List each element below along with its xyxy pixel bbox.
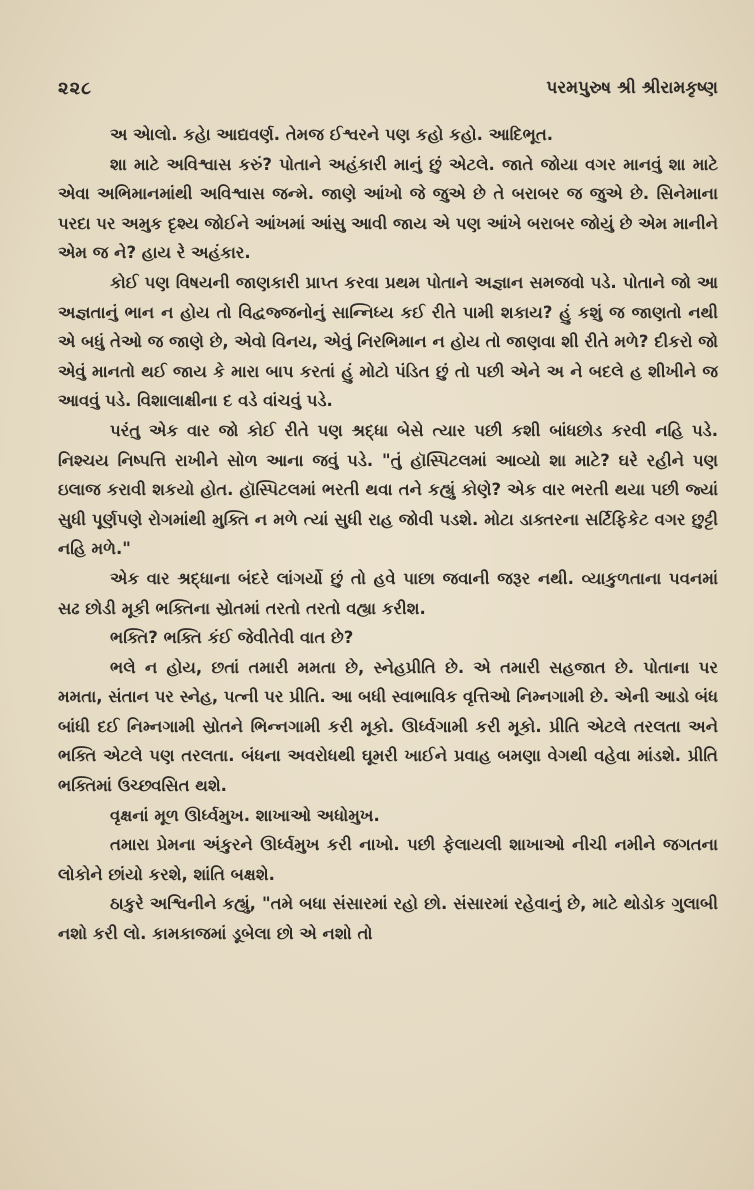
paragraph-5: એક વાર શ્રદ્ધાના બંદરે લાંગર્યો છું તો હવે પાછા જવાની જરૂર નથી. વ્યાકુળતાના પવનમાં સઢ છોડી મૂકી ભક્તિના સ્રોતમાં તરતો તરતો વહ્યા કરીશ.: [58, 568, 718, 618]
paragraph-2: શા માટે અવિશ્વાસ કરું? પોતાને અહંકારી માનું છું એટલે. જાતે જોયા વગર માનવું શા માટે એવા અભિમાનમાંથી અવિશ્વાસ જન્મે. જાણે આંખો જે જુએ છે તે બરાબર જ જુએ છે. સિનેમાના પરદા પર અમુક દૃશ્ય જોઈને આંખમાં આંસુ આવી જાય એ પણ આંખે બરાબર જોયું છે એમ માનીને એમ જ ને? હાય રે અહંકાર.: [58, 154, 718, 263]
paragraph-10: ઠાકુરે અશ્વિનીને કહ્યું, "તમે બધા સંસારમાં રહો છો. સંસારમાં રહેવાનું છે, માટે થોડોક ગુલાબી નશો કરી લો. કામકાજમાં ડૂબેલા છો એ નશો તો: [58, 894, 718, 944]
paragraph-9: તમારા પ્રેમના અંકુરને ઊર્ધ્વમુખ કરી નાખો. પછી ફેલાયલી શાખાઓ નીચી નમીને જગતના લોકોને છાંયો કરશે, શાંતિ બક્ષશે.: [58, 835, 718, 884]
paragraph-3: કોઈ પણ વિષયની જાણકારી પ્રાપ્ત કરવા પ્રથમ પોતાને અજ્ઞાન સમજવો પડે. પોતાને જો આ અજ્ઞતાનું ભાન ન હોય તો વિદ્વજ્જનોનું સાન્નિધ્ય કઈ રીતે પામી શકાય? હું કશું જ જાણતો નથી એ બધું તેઓ જ જાણે છે, એવો વિનય, એવું નિરભિમાન ન હોય તો જાણવા શી રીતે મળે? દીકરો જો એવું માનતો થઈ જાય કે મારા બાપ કરતાં હું મોટો પંડિત છું તો પછી એને અ ને બદલે હ શીખીને જ આવવું પડે. વિશાલાક્ષીના દ વડે વાંચવું પડે.: [58, 272, 718, 411]
page-header: [58, 78, 718, 106]
page-number: ૨૨૮: [58, 78, 93, 99]
paragraph-8: વૃક્ષનાં મૂળ ઊર્ધ્વમુખ. શાખાઓ અધોમુખ.: [110, 805, 380, 825]
paragraph-4: પરંતુ એક વાર જો કોઈ રીતે પણ શ્રદ્ધા બેસે ત્યાર પછી કશી બાંધછોડ કરવી નહિ પડે. નિશ્ચય નિષ્પત્તિ રાખીને સોળ આના જવું પડે. "તું હૉસ્પિટલમાં આવ્યો શા માટે? ઘરે રહીને પણ ઇલાજ કરાવી શકયો હોત. હૉસ્પિટલમાં ભરતી થવા તને કહ્યું કોણે? એક વાર ભરતી થયા પછી જ્યાં સુધી પૂર્ણપણે રોગમાંથી મુક્તિ ન મળે ત્યાં સુધી રાહ જોવી પડશે. મોટા ડાક્તરના સર્ટિફિકેટ વગર છુટ્ટી નહિ મળે.": [58, 420, 718, 559]
body-text: [58, 120, 718, 949]
paragraph-1: અ એાલો. કહેા આદ્યવર્ણ. તેમજ ઈશ્વરને પણ કહો કહો. આદિભૂત.: [110, 125, 554, 144]
paragraph-7: ભલે ન હોય, છતાં તમારી મમતા છે, સ્નેહપ્રીતિ છે. એ તમારી સહજાત છે. પોતાના પર મમતા, સંતાન પર સ્નેહ, પત્ની પર પ્રીતિ. આ બધી સ્વાભાવિક વૃત્તિઓ નિમ્નગામી છે. એની આડો બંધ બાંધી દઈ નિમ્નગામી સ્રોતને ભિન્નગામી કરી મૂકો. ઊર્ધ્વગામી કરી મૂકો. પ્રીતિ એટલે તરલતા અને ભક્તિ એટલે પણ તરલતા. બંધના અવરોધથી ઘૂમરી ખાઈને પ્રવાહ બમણા વેગથી વહેવા માંડશે. પ્રીતિ ભક્તિમાં ઉચ્છ્વસિત થશે.: [58, 657, 718, 796]
running-title: પરમપુરુષ શ્રી શ્રીરામકૃષ્ણ: [546, 78, 718, 98]
paragraph-6: ભક્તિ? ભક્તિ કંઈ જેવીતેવી વાત છે?: [110, 628, 354, 648]
